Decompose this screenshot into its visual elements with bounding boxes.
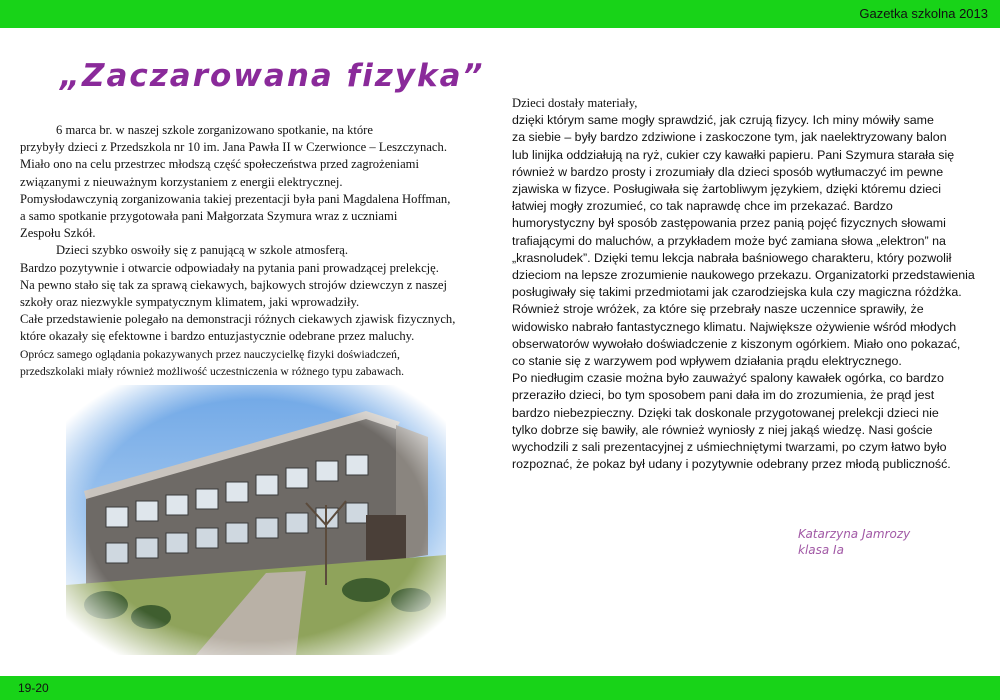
paragraph-line: Na pewno stało się tak za sprawą ciekawych, bajkowych strojów dziewczyn z naszej: [20, 277, 447, 292]
paragraph-line: lub linijka oddziałują na ryż, cukier czy kawałki papieru. Pani Szymura starała się: [512, 147, 955, 162]
paragraph-line: Dzieci dostały materiały,: [512, 96, 638, 110]
author-class: klasa Ia: [798, 543, 844, 557]
paragraph-line: zjawiska w fizyce. Posługiwała się żartobliwym językiem, dzięki któremu dzieci: [512, 182, 941, 197]
paragraph-line: Oprócz samego oglądania pokazywanych przez nauczycielkę fizyki doświadczeń,: [20, 347, 400, 361]
paragraph-line: Całe przedstawienie polegało na demonstracji różnych ciekawych zjawisk fizycznych,: [20, 312, 456, 327]
paragraph-line: przeraziło dzieci, bo tym sposobem pani dała im do zrozumienia, że prąd jest: [512, 388, 935, 403]
paragraph-line: które okazały się efektowne i bardzo entuzjastycznie odebrane przez maluchy.: [20, 329, 415, 344]
paragraph-line: 6 marca br. w naszej szkole zorganizowano spotkanie, na które: [56, 123, 373, 137]
magazine-title: Gazetka szkolna 2013: [859, 6, 988, 21]
paragraph-line: przedszkolaki miały również możliwość uczestniczenia w różnego typu zabawach.: [20, 364, 405, 378]
paragraph-line: dzięki którym same mogły sprawdzić, jak czrują fizycy. Ich miny mówiły same: [512, 113, 934, 128]
paragraph-line: przybyły dzieci z Przedszkola nr 10 im. Jana Pawła II w Czerwionce – Leszczynach.: [20, 140, 447, 155]
paragraph-line: Miało ono na celu przestrzec młodszą część społeczeństwa przed zagrożeniami: [20, 157, 419, 172]
paragraph-line: łatwiej mogły zrozumieć, co tak naprawdę chce im przekazać. Bardzo: [512, 199, 893, 214]
paragraph-line: tylko dobrze się bawiły, ale również wyniosły z niej jakąś wiedzę. Nasi goście: [512, 422, 933, 437]
author-name: Katarzyna Jamrozy: [798, 527, 911, 541]
paragraph-line: obserwatorów wywołało doświadczenie z kiszonym ogórkiem. Miało ono pokazać,: [512, 336, 961, 351]
paragraph-line: za siebie – były bardzo zdziwione i zaskoczone tym, jak naelektryzowany balon: [512, 130, 947, 145]
paragraph-line: Zespołu Szkół.: [20, 226, 96, 241]
paragraph-line: co stanie się z warzywem pod wpływem działania prądu elektrycznego.: [512, 354, 902, 369]
paragraph-line: humorystyczny był sposób zastępowania przez panią pojęć fizycznych słowami: [512, 216, 946, 231]
paragraph-line: bardzo niebezpieczny. Dzięki tak doskonale przygotowanej prelekcji dzieci nie: [512, 405, 939, 420]
paragraph-line: „krasnoludek”. Dzięki temu lekcja nabrała baśniowego charakteru, który pozwolił: [512, 250, 952, 265]
article-title: „Zaczarowana fizyka”: [60, 58, 485, 94]
paragraph-line: Dzieci szybko oswoiły się z panującą w szkole atmosferą.: [56, 243, 349, 258]
paragraph-line: również w bardzo prosty i zrozumiały dla dzieci sposób wytłumaczyć im pewne: [512, 164, 944, 179]
paragraph-line: wychodzili z sali prezentacyjnej z uśmiechniętymi twarzami, po czym łatwo było: [512, 440, 947, 455]
paragraph-line: dzieciom na lepsze zrozumienie naukowego przekazu. Organizatorki przedstawienia: [512, 268, 975, 283]
paragraph-line: Również stroje wróżek, za które się przebrały nasze uczennice sprawiły, że: [512, 302, 924, 317]
paragraph-line: Bardzo pozytywnie i otwarcie odpowiadały na pytania pani prowadzącej prelekcję.: [20, 260, 439, 275]
paragraph-line: trafiającymi do maluchów, a przykładem może być zamiana słowa „elektron” na: [512, 233, 946, 248]
paragraph-line: Po niedługim czasie można było zauważyć spalony kawałek ogórka, co bardzo: [512, 371, 944, 386]
paragraph-line: widowisko nabrało fantastycznego klimatu. Największe ożywienie wśród młodych: [512, 319, 957, 334]
paragraph-line: Pomysłodawczynią zorganizowania takiej prezentacji była pani Magdalena Hoffman,: [20, 191, 451, 206]
page-numbers: 19-20: [18, 681, 49, 695]
paragraph-line: a samo spotkanie przygotowała pani Małgorzata Szymura wraz z uczniami: [20, 209, 398, 224]
school-building-photo: [66, 385, 446, 655]
article-right-column: [512, 95, 982, 473]
paragraph-line: związanymi z nieuważnym korzystaniem z energii elektrycznej.: [20, 174, 343, 189]
paragraph-line: szkoły oraz niezwykle sympatycznym klimatem, jaki wprowadziły.: [20, 295, 360, 310]
footer-bar: [0, 676, 1000, 700]
header-bar: [0, 0, 1000, 28]
author-signature: [798, 526, 910, 558]
paragraph-line: posługiwały się takimi przedmiotami jak czarodziejska kula czy magiczna różdżka.: [512, 285, 962, 300]
article-left-column: [20, 122, 498, 380]
paragraph-line: rozpoznać, że pokaz był udany i pozytywnie odebrany przez młodą publiczność.: [512, 457, 951, 472]
